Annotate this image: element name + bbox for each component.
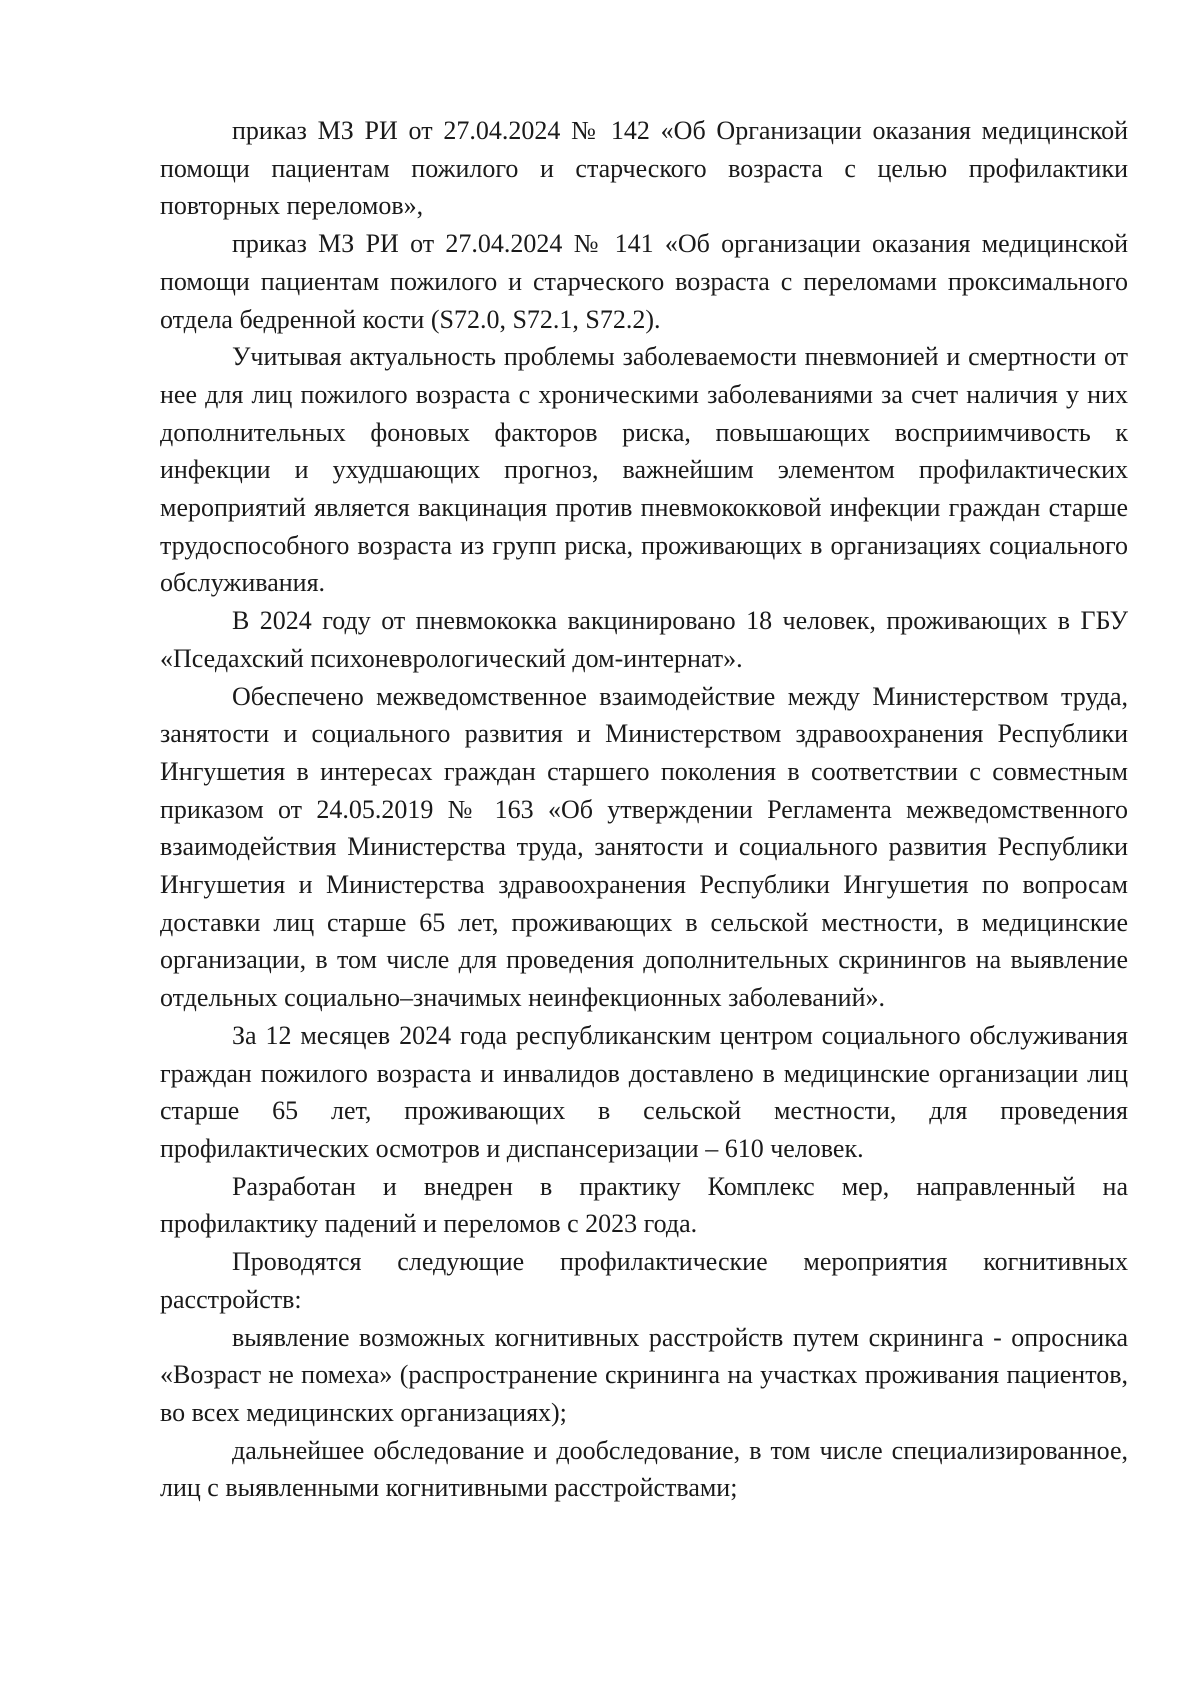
paragraph-delivery-statistics: За 12 месяцев 2024 года республиканским центром социального обслуживания граждан пожилого возраста и инвалидов доставлено в медицинские организации лиц старше 65 лет, проживающих в сельской местности, для проведения профилактических осмотров и диспансеризации – 610 человек. — [160, 1020, 1128, 1163]
paragraph-cognitive-screening: выявление возможных когнитивных расстройств путем скрининга - опросника «Возраст не помеха» (распространение скрининга на участках проживания пациентов, во всех медицинских организациях); — [160, 1322, 1128, 1427]
paragraph-pneumonia-relevance: Учитывая актуальность проблемы заболеваемости пневмонией и смертности от нее для лиц пожилого возраста с хроническими заболеваниями за счет наличия у них дополнительных фоновых факторов риска, повышающих восприимчивость к инфекции и ухудшающих прогноз, важнейшим элементом профилактических мероприятий является вакцинация против пневмококковой инфекции граждан старше трудоспособного возраста из групп риска, проживающих в организациях социального обслуживания. — [160, 342, 1128, 598]
paragraph-cognitive-measures-intro: Проводятся следующие профилактические мероприятия когнитивных расстройств: — [160, 1247, 1128, 1314]
paragraph-vaccination-2024: В 2024 году от пневмококка вакцинировано 18 человек, проживающих в ГБУ «Пседахский психоневрологический дом-интернат». — [160, 606, 1128, 673]
paragraph-order-141: приказ МЗ РИ от 27.04.2024 № 141 «Об организации оказания медицинской помощи пациентам пожилого и старческого возраста с переломами проксимального отдела бедренной кости (S72.0, S72.1, S72.2). — [160, 229, 1128, 334]
paragraph-falls-prevention: Разработан и внедрен в практику Комплекс мер, направленный на профилактику падений и переломов с 2023 года. — [160, 1171, 1128, 1239]
document-body — [160, 112, 1128, 1507]
paragraph-further-examination: дальнейшее обследование и дообследование, в том числе специализированное, лиц с выявленными когнитивными расстройствами; — [160, 1435, 1128, 1503]
paragraph-interagency-cooperation: Обеспечено межведомственное взаимодействие между Министерством труда, занятости и социального развития и Министерством здравоохранения Республики Ингушетия в интересах граждан старшего поколения в соответствии с совместным приказом от 24.05.2019 № 163 «Об утверждении Регламента межведомственного взаимодействия Министерства труда, занятости и социального развития Республики Ингушетия и Министерства здравоохранения Республики Ингушетия по вопросам доставки лиц старше 65 лет, проживающих в сельской местности, в медицинские организации, в том числе для проведения дополнительных скринингов на выявление отдельных социально–значимых неинфекционных заболеваний». — [160, 681, 1128, 1013]
paragraph-order-142: приказ МЗ РИ от 27.04.2024 № 142 «Об Организации оказания медицинской помощи пациентам пожилого и старческого возраста с целью профилактики повторных переломов», — [160, 116, 1128, 221]
